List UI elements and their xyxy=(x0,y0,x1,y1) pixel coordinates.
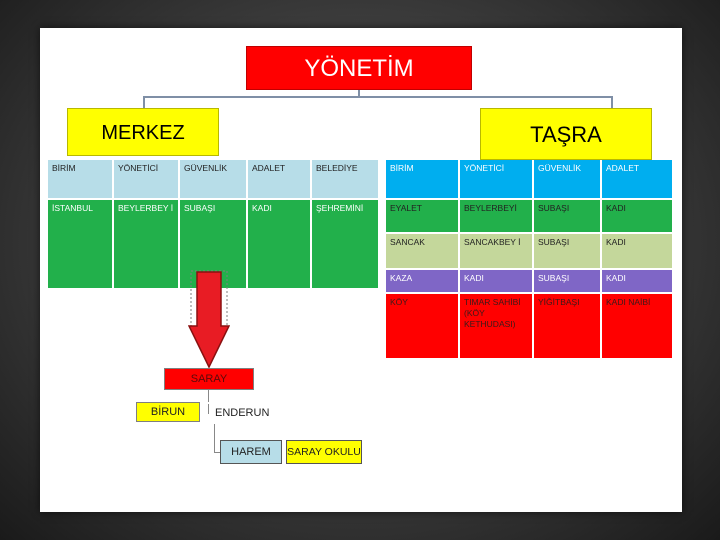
birun-connector xyxy=(208,404,209,414)
harem-connector xyxy=(214,424,215,452)
merkez-header-cell: BELEDİYE xyxy=(312,160,378,198)
merkez-cell: BEYLERBEY İ xyxy=(114,200,178,288)
tasra-cell: SANCAKBEY İ xyxy=(460,234,532,268)
down-arrow-icon xyxy=(188,270,230,370)
tasra-cell: KAZA xyxy=(386,270,458,292)
tasra-cell: KADI xyxy=(460,270,532,292)
merkez-cell: ŞEHREMİNİ xyxy=(312,200,378,288)
tasra-header-cell: YÖNETİCİ xyxy=(460,160,532,198)
tasra-cell: KÖY xyxy=(386,294,458,358)
tasra-box: TAŞRA xyxy=(480,108,652,160)
merkez-cell: İSTANBUL xyxy=(48,200,112,288)
merkez-cell: SUBAŞI xyxy=(180,200,246,288)
enderun-box: ENDERUN xyxy=(214,402,278,422)
saray-box: SARAY xyxy=(164,368,254,390)
tasra-header-cell: GÜVENLİK xyxy=(534,160,600,198)
tasra-cell: KADI xyxy=(602,200,672,232)
tasra-header-cell: BİRİM xyxy=(386,160,458,198)
birun-box: BİRUN xyxy=(136,402,200,422)
tasra-cell: BEYLERBEYİ xyxy=(460,200,532,232)
saray-okulu-box: SARAY OKULU xyxy=(286,440,362,464)
connector-horizontal xyxy=(143,96,613,98)
tasra-cell: SUBAŞI xyxy=(534,270,600,292)
tasra-cell: KADI NAİBİ xyxy=(602,294,672,358)
tasra-cell: SUBAŞI xyxy=(534,234,600,268)
saray-connector xyxy=(208,390,209,402)
title-box: YÖNETİM xyxy=(246,46,472,90)
harem-box: HAREM xyxy=(220,440,282,464)
merkez-cell: KADI xyxy=(248,200,310,288)
merkez-header-cell: BİRİM xyxy=(48,160,112,198)
tasra-cell: SUBAŞI xyxy=(534,200,600,232)
tasra-cell: EYALET xyxy=(386,200,458,232)
tasra-cell: KADI xyxy=(602,234,672,268)
slide xyxy=(40,28,682,512)
merkez-header-cell: ADALET xyxy=(248,160,310,198)
tasra-cell: TIMAR SAHİBİ (KÖY KETHUDASI) xyxy=(460,294,532,358)
merkez-header-cell: YÖNETİCİ xyxy=(114,160,178,198)
tasra-cell: YİĞİTBAŞI xyxy=(534,294,600,358)
tasra-header-cell: ADALET xyxy=(602,160,672,198)
tasra-cell: SANCAK xyxy=(386,234,458,268)
merkez-header-cell: GÜVENLİK xyxy=(180,160,246,198)
merkez-box: MERKEZ xyxy=(67,108,219,156)
tasra-cell: KADI xyxy=(602,270,672,292)
